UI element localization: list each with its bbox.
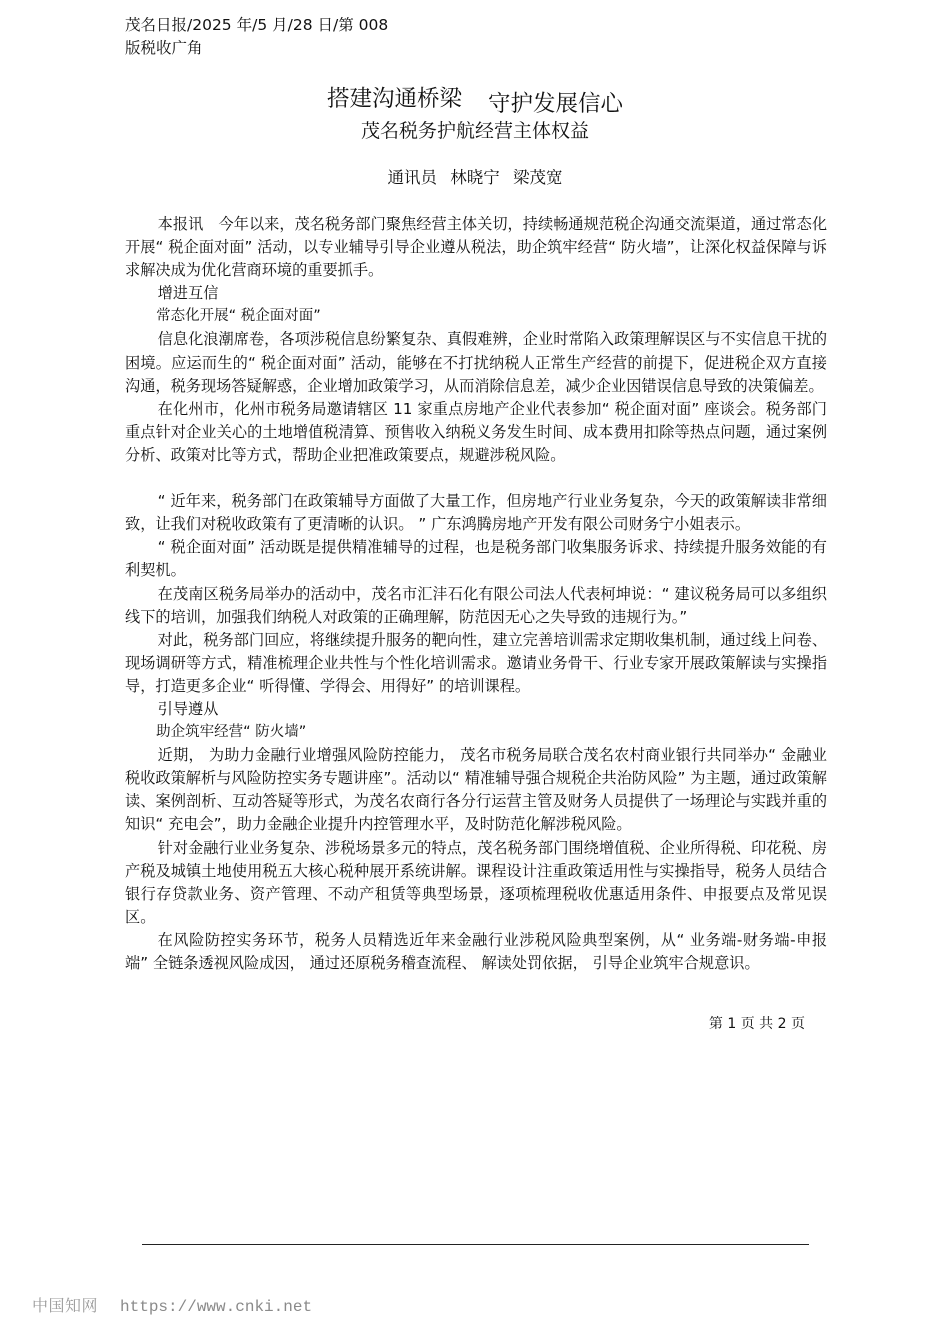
byline: [0, 166, 950, 190]
title-part-2: 守护发展信心: [488, 91, 624, 117]
paragraph: 近期， 为助力金融行业增强风险防控能力， 茂名市税务局联合茂名农村商业银行共同举办“ 金融业税收政策解析与风险防控实务专题讲座”。活动以“ 精准辅导强合规税企共治防风险” 为主题，通过政策解读、案例剖析、互动答疑等形式，为茂名农商行各分行运营主管及财务人员提供了一场理论与实践并重的知识“ 充电会”，助力金融企业提升内控管理水平，及时防范化解涉税风险。: [125, 746, 827, 834]
publication-line-2: 版税收广角: [125, 39, 203, 57]
paragraph: “ 近年来，税务部门在政策辅导方面做了大量工作，但房地产行业业务复杂，今天的政策解读非常细致，让我们对税收政策有了更清晰的认识。 ” 广东鸿腾房地产开发有限公司财务宁小姐表示。: [125, 492, 827, 534]
footer: [32, 1295, 312, 1318]
paragraph: 对此，税务部门回应，将继续提升服务的靶向性，建立完善培训需求定期收集机制，通过线上问卷、现场调研等方式，精准梳理企业共性与个性化培训需求。邀请业务骨干、行业专家开展政策解读与实操指导，打造更多企业“ 听得懂、学得会、用得好” 的培训课程。: [125, 630, 827, 695]
title-part-1: 搭建沟通桥梁: [326, 86, 462, 112]
byline-role: 通讯员: [387, 168, 437, 187]
paragraph: 在化州市，化州市税务局邀请辖区 11 家重点房地产企业代表参加“ 税企面对面” 座谈会。税务部门重点针对企业关心的土地增值税清算、预售收入纳税义务发生时间、成本费用扣除等热点问题，通过案例分析、政策对比等方式，帮助企业把准政策要点，规避涉税风险。: [125, 399, 827, 464]
paragraph: 本报讯 今年以来，茂名税务部门聚焦经营主体关切，持续畅通规范税企沟通交流渠道，通过常态化开展“ 税企面对面” 活动，以专业辅导引导企业遵从税法，助企筑牢经营“ 防火墙”，让深化权益保障与诉求解决成为优化营商环境的重要抓手。: [125, 215, 827, 280]
section-heading: 引导遵从: [157, 699, 219, 718]
paragraph: 信息化浪潮席卷，各项涉税信息纷繁复杂、真假难辨，企业时常陷入政策理解误区与不实信息干扰的困境。应运而生的“ 税企面对面” 活动，能够在不打扰纳税人正常生产经营的前提下，促进税企双方直接沟通，税务现场答疑解惑，企业增加政策学习，从而消除信息差，减少企业因错误信息导致的决策偏差。: [125, 330, 827, 395]
section-subheading: 助企筑牢经营“ 防火墙”: [156, 724, 307, 741]
section-heading: 增进互信: [157, 284, 219, 303]
paragraph: 针对金融行业业务复杂、涉税场景多元的特点，茂名税务部门围绕增值税、企业所得税、印花税、房产税及城镇土地使用税五大核心税种展开系统讲解。课程设计注重政策适用性与实操指导，税务人员结合银行存贷款业务、资产管理、不动产租赁等典型场景，逐项梳理税收优惠适用条件、申报要点及常见误区。: [125, 838, 827, 926]
byline-author: 梁茂宽: [513, 168, 563, 187]
footer-divider: [142, 1244, 809, 1245]
byline-author: 林晓宁: [450, 168, 500, 187]
article-title: [0, 84, 950, 117]
paragraph: 在茂南区税务局举办的活动中，茂名市汇沣石化有限公司法人代表柯坤说：“ 建议税务局可以多组织线下的培训，加强我们纳税人对政策的正确理解，防范因无心之失导致的违规行为。”: [125, 584, 827, 626]
page-number: 第 1 页 共 2 页: [708, 1016, 805, 1032]
cnki-logo-text: 中国知网: [32, 1296, 99, 1315]
article-subtitle: 茂名税务护航经营主体权益: [360, 120, 589, 142]
article-body: [125, 213, 827, 975]
publication-info: [125, 14, 388, 60]
section-subheading: 常态化开展“ 税企面对面”: [156, 308, 321, 325]
publication-line-1: 茂名日报/2025 年/5 月/28 日/第 008: [125, 16, 389, 34]
paragraph: 在风险防控实务环节，税务人员精选近年来金融行业涉税风险典型案例，从“ 业务端-财务端-申报端” 全链条透视风险成因， 通过还原税务稽查流程、 解读处罚依据， 引导企业筑牢合规意识。: [125, 930, 827, 972]
cnki-link[interactable]: https://www.cnki.net: [120, 1298, 313, 1316]
paragraph: “ 税企面对面” 活动既是提供精准辅导的过程，也是税务部门收集服务诉求、持续提升服务效能的有利契机。: [125, 538, 827, 580]
blank-line: [125, 467, 827, 490]
